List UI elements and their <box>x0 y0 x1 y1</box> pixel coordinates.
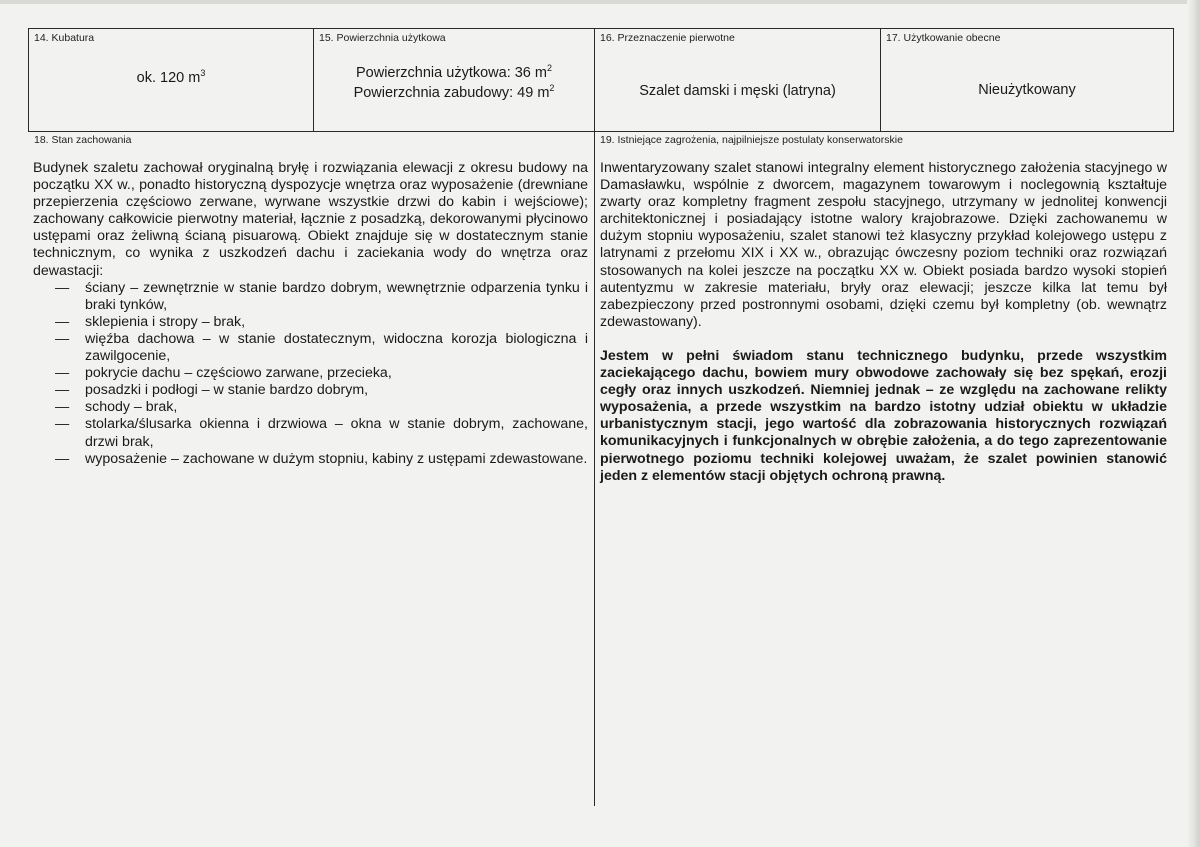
list-item: — więźba dachowa – w stanie dostatecznym, widoczna korozja biologiczna i zawilgocenie, <box>55 330 588 365</box>
kubatura-label: 14. Kubatura <box>34 32 95 44</box>
list-item: — posadzki i podłogi – w stanie bardzo dobrym, <box>55 382 369 399</box>
przeznaczenie-value: Szalet damski i męski (latryna) <box>639 83 836 99</box>
zagrozenia-paragraph: Inwentaryzowany szalet stanowi integralny element historycznego założenia stacyjnego w Damasławku, wspólnie z dworcem, magazynem towarowym i noclegownią kształtuje zwarty oraz kompletny fragment zespołu stacyjnego, utrzymany w jednolitej konwencji architektonicznej i posiadający istotne walory krajobrazowe. Dzięki zachowanemu w dużym stopniu wyposażeniu, szalet stanowi też klasyczny przykład kolejowego ustępu z latrynami z przełomu XIX i XX w., obrazując ówczesny poziom techniki oraz rozwiązań stosowanych na kolei jeszcze na początku XX w. Obiekt posiada bardzo wysoki stopień autentyzmu w zakresie materiału, bryły oraz elewacji; jeszcze kilka lat temu był zabezpieczony przed postronnymi osobami, dzięki czemu był kompletny (ob. wewnątrz zdewastowany). <box>600 160 1167 330</box>
list-item: — ściany – zewnętrznie w stanie bardzo dobrym, wewnętrznie odparzenia tynku i braki tynków, <box>55 279 588 313</box>
list-item: — wyposażenie – zachowane w dużym stopniu, kabiny z ustępami zdewastowane. <box>55 450 588 467</box>
list-item: — pokrycie dachu – częściowo zarwane, przecieka, <box>55 365 392 382</box>
powierzchnia-label: 15. Powierzchnia użytkowa <box>319 32 446 44</box>
list-item: — schody – brak, <box>55 399 178 416</box>
zagrozenia-label: 19. Istniejące zagrożenia, najpilniejsze postulaty konserwatorskie <box>600 134 903 146</box>
row-divider <box>28 131 1174 132</box>
stan-intro: Budynek szaletu zachował oryginalną bryłę i rozwiązania elewacji z okresu budowy na początku XX w., ponadto historyczną dyspozycje wnętrza oraz wyposażenie (drewniane przepierzenia częściowo zerwane, wyrwane wszystkie drzwi do kabin i wejściowe); zachowany całkowicie pierwotny materiał, łącznie z posadzką, dekorowanymi płycinowo ustępami oraz żeliwną ścianą pisuarową. Obiekt znajduje się w dostatecznym stanie technicznym, co wynika z uszkodzeń dachu i zaciekania wody do wnętrza oraz dewastacji: <box>33 160 588 279</box>
damage-list <box>33 280 588 468</box>
stan-text <box>33 160 588 468</box>
uzytkowanie-value: Nieużytkowany <box>978 82 1076 98</box>
list-item: — sklepienia i stropy – brak, <box>55 313 246 330</box>
postulat-paragraph: Jestem w pełni świadom stanu technicznego budynku, przede wszystkim zaciekającego dachu, bowiem mury obwodowe zachowały się bez spękań, erozji cegły oraz innych uszkodzeń. Niemniej jednak – ze względu na zachowane relikty wyposażenia, a przede wszystkim na bardzo istotny udział obiektu w układzie urbanistycznym stacji, jego wartość dla zobrazowania historycznych rozwiązań komunikacyjnych i funkcjonalnych w obrębie założenia, a do tego zaprezentowanie pierwotnego poziomu techniki kolejowej uważam, że szalet powinien stanowić jeden z elementów stacji objętych ochroną prawną. <box>600 347 1167 484</box>
zagrozenia-text <box>600 160 1167 485</box>
kubatura-value: ok. 120 $m^3$ <box>136 68 206 86</box>
stan-label: 18. Stan zachowania <box>34 134 132 146</box>
powierzchnia-uzytkowa-value: Powierzchnia użytkowa: 36 $m^2$ <box>355 63 552 81</box>
powierzchnia-zabudowy-value: Powierzchnia zabudowy: 49 $m^2$ <box>353 83 555 101</box>
uzytkowanie-label: 17. Użytkowanie obecne <box>886 32 1001 44</box>
table-border-right <box>1173 28 1174 132</box>
table-border-top <box>28 28 1174 29</box>
col-divider-3 <box>880 28 881 132</box>
list-item: — stolarka/ślusarka okienna i drzwiowa – okna w stanie dobrym, zachowane, drzwi brak, <box>55 416 588 450</box>
przeznaczenie-label: 16. Przeznaczenie pierwotne <box>600 32 735 44</box>
col-divider-main <box>594 28 595 806</box>
